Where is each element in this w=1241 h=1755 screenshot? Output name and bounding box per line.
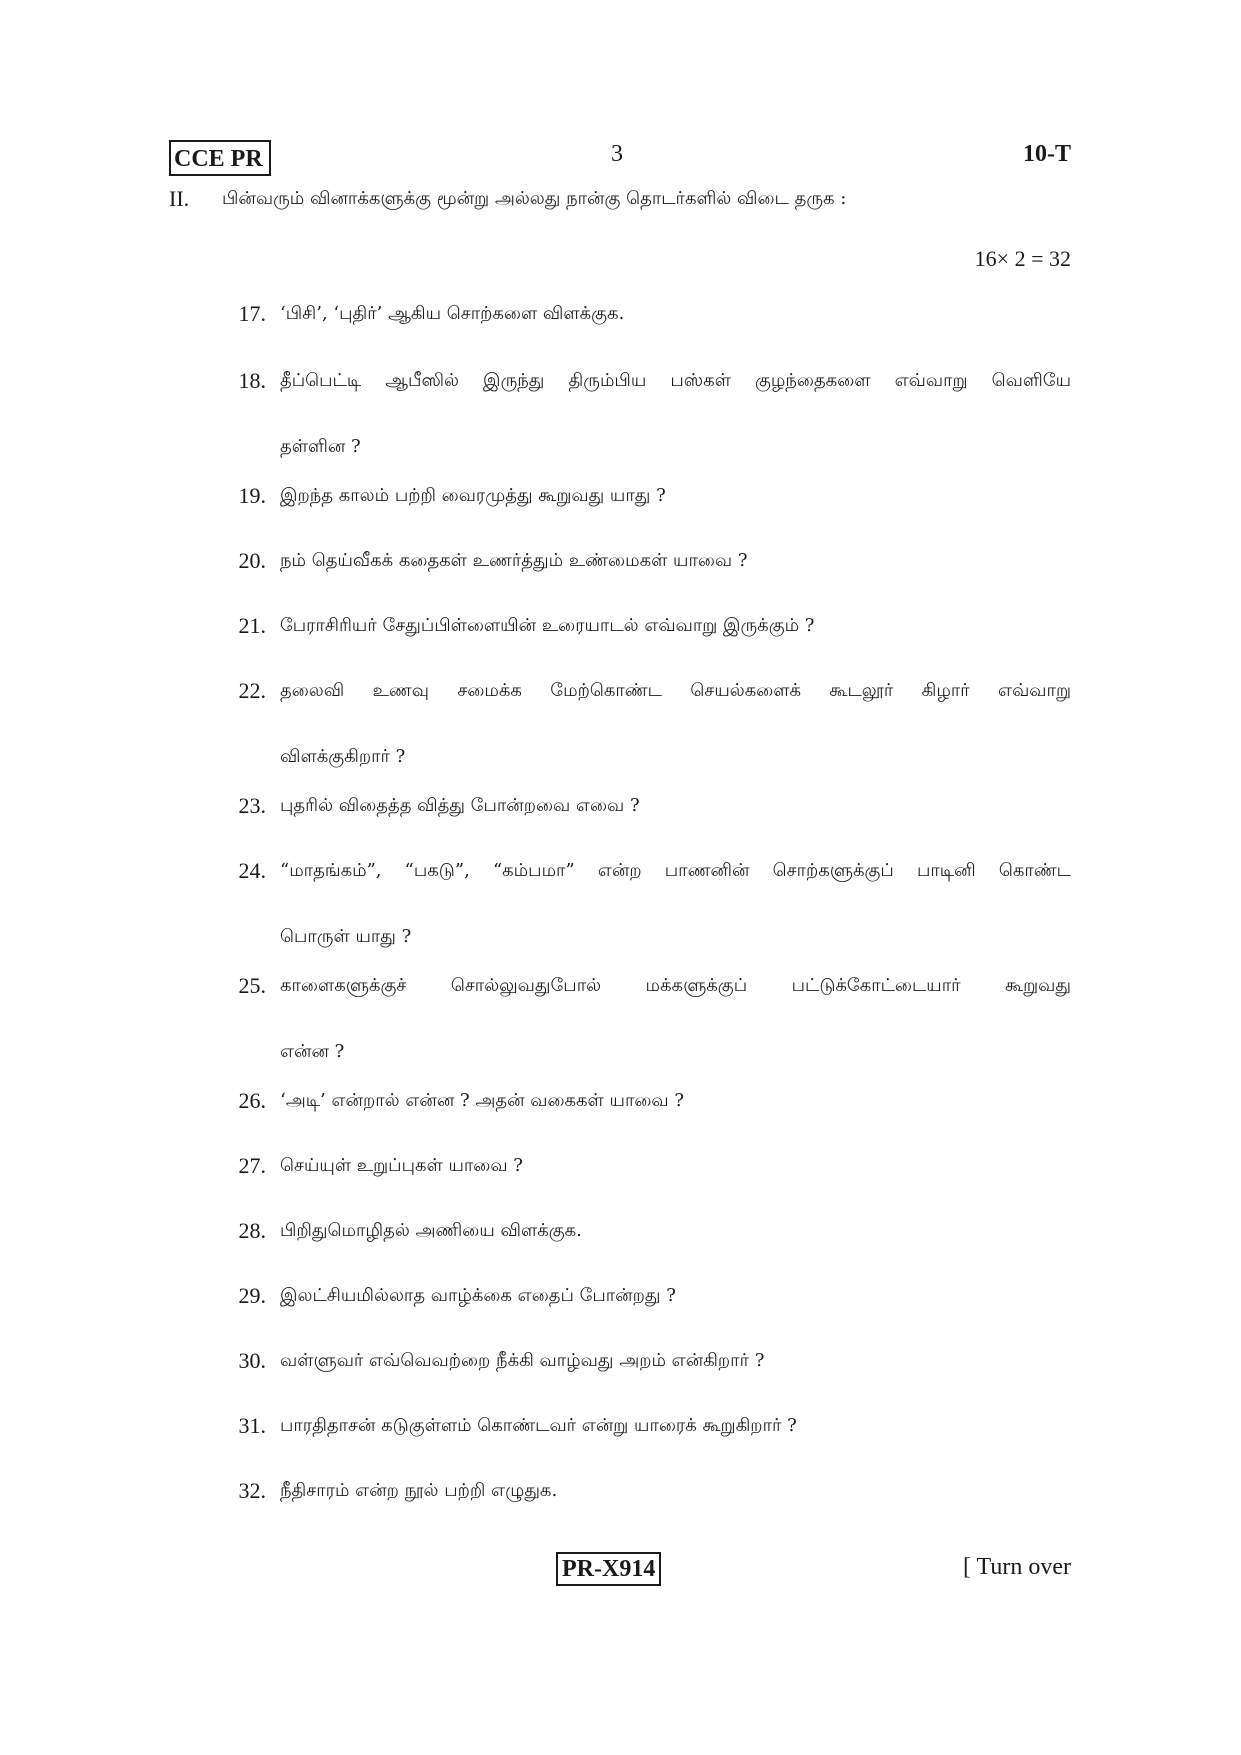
question-text-continued: தள்ளின ? [280, 436, 361, 457]
question-text: இறந்த காலம் பற்றி வைரமுத்து கூறுவது யாது ? [280, 485, 666, 506]
question-number: 30. [238, 1348, 266, 1373]
question-number: 19. [238, 483, 266, 508]
question-text: ‘பிசி’, ‘புதிர்’ ஆகிய சொற்களை விளக்குக. [280, 303, 625, 324]
question-text: வள்ளுவர் எவ்வெவற்றை நீக்கி வாழ்வது அறம் என்கிறார் ? [280, 1350, 765, 1371]
question-text-continued: என்ன ? [280, 1041, 345, 1062]
question-text: “மாதங்கம்”, “பகடு”, “கம்பமா” என்ற பாணனின் சொற்களுக்குப் பாடினி கொண்ட [280, 860, 1071, 881]
question-text: இலட்சியமில்லாத வாழ்க்கை எதைப் போன்றது ? [280, 1285, 676, 1306]
question-text-continued: பொருள் யாது ? [280, 926, 412, 947]
question-text: தலைவி உணவு சமைக்க மேற்கொண்ட செயல்களைக் கூடலூர் கிழார் எவ்வாறு [280, 680, 1071, 701]
turn-over-note: [ Turn over [962, 1554, 1071, 1580]
question-text-continued: விளக்குகிறார் ? [280, 746, 406, 767]
question-text: தீப்பெட்டி ஆபீஸில் இருந்து திரும்பிய பஸ்கள் குழந்தைகளை எவ்வாறு வெளியே [280, 370, 1071, 391]
question-text: பிறிதுமொழிதல் அணியை விளக்குக. [280, 1220, 582, 1241]
question-number: 20. [238, 548, 266, 573]
section-instruction: பின்வரும் வினாக்களுக்கு மூன்று அல்லது நான்கு தொடர்களில் விடை தருக : [222, 188, 847, 209]
question-number: 18. [238, 368, 266, 393]
question-text: ‘அடி’ என்றால் என்ன ? அதன் வகைகள் யாவை ? [280, 1090, 684, 1111]
question-number: 17. [238, 301, 266, 326]
section-marks: 16× 2 = 32 [974, 246, 1071, 271]
question-text: செய்யுள் உறுப்புகள் யாவை ? [280, 1155, 523, 1176]
question-number: 29. [238, 1283, 266, 1308]
question-number: 28. [238, 1218, 266, 1243]
question-number: 25. [238, 973, 266, 998]
paper-code: PR-X914 [556, 1552, 661, 1586]
question-number: 23. [238, 793, 266, 818]
question-text: நீதிசாரம் என்ற நூல் பற்றி எழுதுக. [280, 1480, 558, 1501]
question-number: 27. [238, 1153, 266, 1178]
page-number: 3 [611, 141, 623, 167]
question-text: பேராசிரியர் சேதுப்பிள்ளையின் உரையாடல் எவ்வாறு இருக்கும் ? [280, 615, 815, 636]
question-number: 31. [238, 1413, 266, 1438]
section-number: II. [169, 186, 190, 211]
question-number: 24. [238, 858, 266, 883]
question-number: 26. [238, 1088, 266, 1113]
question-text: நம் தெய்வீகக் கதைகள் உணர்த்தும் உண்மைகள் யாவை ? [280, 550, 748, 571]
question-text: காளைகளுக்குச் சொல்லுவதுபோல் மக்களுக்குப் பட்டுக்கோட்டையார் கூறுவது [280, 975, 1071, 996]
question-number: 21. [238, 613, 266, 638]
header-right-code: 10-T [1023, 141, 1071, 167]
question-number: 32. [238, 1478, 266, 1503]
question-text: பாரதிதாசன் கடுகுள்ளம் கொண்டவர் என்று யாரைக் கூறுகிறார் ? [280, 1415, 797, 1436]
header-left-code: CCE PR [169, 140, 271, 176]
question-text: புதரில் விதைத்த வித்து போன்றவை எவை ? [280, 795, 640, 816]
question-number: 22. [238, 678, 266, 703]
